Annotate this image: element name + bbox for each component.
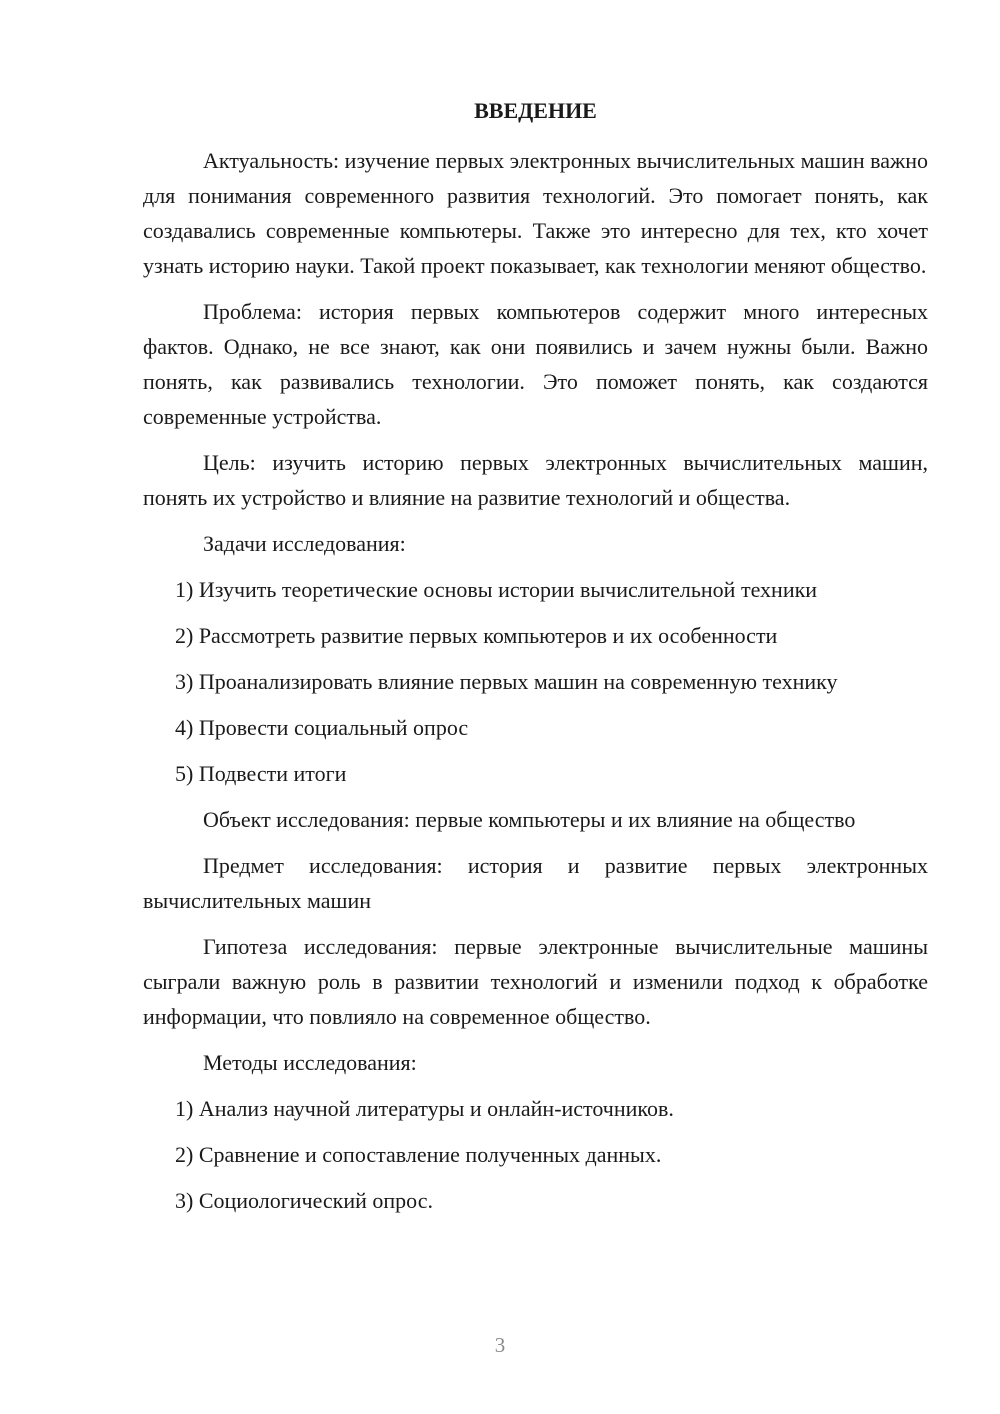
tasks-list — [143, 572, 928, 791]
goal-paragraph: Цель: изучить историю первых электронных вычислительных машин, понять их устройство и влияние на развитие технологий и общества. — [143, 450, 928, 510]
list-item: 3) Проанализировать влияние первых машин на современную технику — [175, 669, 838, 694]
methods-heading: Методы исследования: — [203, 1050, 417, 1075]
relevance-paragraph: Актуальность: изучение первых электронных вычислительных машин важно для понимания современного развития технологий. Это помогает понять, как создавались современные компьютеры. Также это интересно для тех, кто хочет узнать историю науки. Такой проект показывает, как технологии меняют общество. — [143, 148, 928, 278]
subject-paragraph: Предмет исследования: история и развитие первых электронных вычислительных машин — [143, 853, 928, 913]
page-content — [143, 93, 928, 1229]
list-item: 5) Подвести итоги — [175, 761, 347, 786]
list-item: 4) Провести социальный опрос — [175, 715, 469, 740]
tasks-heading: Задачи исследования: — [203, 531, 406, 556]
list-item: 1) Изучить теоретические основы истории вычислительной техники — [175, 577, 818, 602]
list-item: 1) Анализ научной литературы и онлайн-источников. — [175, 1096, 674, 1121]
page-title: ВВЕДЕНИЕ — [474, 98, 597, 123]
page-number: 3 — [494, 1333, 506, 1357]
methods-list — [143, 1091, 928, 1218]
list-item: 3) Социологический опрос. — [175, 1188, 433, 1213]
list-item: 2) Сравнение и сопоставление полученных данных. — [175, 1142, 662, 1167]
hypothesis-paragraph: Гипотеза исследования: первые электронные вычислительные машины сыграли важную роль в развитии технологий и изменили подход к обработке информации, что повлияло на современное общество. — [143, 934, 928, 1029]
problem-paragraph: Проблема: история первых компьютеров содержит много интересных фактов. Однако, не все знают, как они появились и зачем нужны были. Важно понять, как развивались технологии. Это поможет понять, как создаются современные устройства. — [143, 299, 928, 429]
object-paragraph: Объект исследования: первые компьютеры и их влияние на общество — [203, 807, 856, 832]
list-item: 2) Рассмотреть развитие первых компьютеров и их особенности — [175, 623, 778, 648]
